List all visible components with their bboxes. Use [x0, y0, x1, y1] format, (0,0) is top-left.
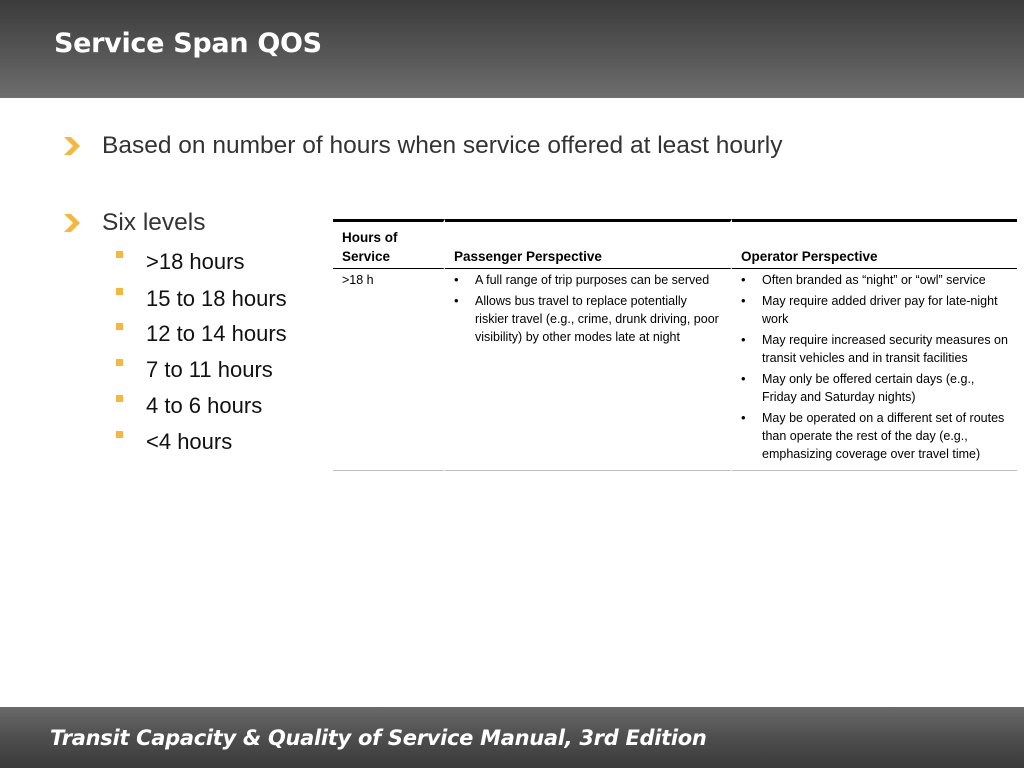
service-span-table	[333, 219, 1017, 471]
list-item: • May require added driver pay for late-night work	[741, 292, 1009, 328]
level-text: <4 hours	[146, 429, 233, 454]
slide-title: Service Span QOS	[54, 28, 322, 59]
slide-header	[0, 0, 1024, 98]
chevron-right-icon	[62, 135, 82, 157]
list-item: • A full range of trip purposes can be served	[454, 271, 722, 289]
level-item	[116, 249, 244, 275]
level-text: >18 hours	[146, 249, 245, 274]
slide-footer	[0, 707, 1024, 768]
square-bullet-icon	[116, 323, 123, 330]
bullet-basis	[62, 132, 783, 160]
list-item: • Often branded as “night” or “owl” service	[741, 271, 1009, 289]
level-text: 12 to 14 hours	[146, 321, 287, 346]
square-bullet-icon	[116, 251, 123, 258]
square-bullet-icon	[116, 431, 123, 438]
hours-cell: >18 h	[333, 269, 445, 471]
square-bullet-icon	[116, 395, 123, 402]
bullet-text: Based on number of hours when service offered at least hourly	[102, 132, 783, 159]
level-item	[116, 393, 262, 419]
bullet-text: Six levels	[102, 209, 206, 236]
level-item	[116, 321, 287, 347]
level-item	[116, 286, 287, 312]
table-header-row	[333, 219, 1017, 269]
square-bullet-icon	[116, 359, 123, 366]
bullet-six-levels	[62, 209, 205, 237]
footer-text: Transit Capacity & Quality of Service Manual, 3rd Edition	[50, 726, 707, 750]
level-text: 7 to 11 hours	[146, 357, 273, 382]
list-item: • Allows bus travel to replace potentially riskier travel (e.g., crime, drunk driving, poor visibility) by other modes late at night	[454, 292, 722, 346]
list-item: • May require increased security measures on transit vehicles and in transit facilities	[741, 331, 1009, 367]
column-header-passenger: Passenger Perspective	[445, 219, 732, 269]
column-header-operator: Operator Perspective	[732, 219, 1017, 269]
level-item	[116, 357, 273, 383]
list-item: • May be operated on a different set of routes than operate the rest of the day (e.g., emphasizing coverage over travel time)	[741, 409, 1009, 463]
list-item: • May only be offered certain days (e.g., Friday and Saturday nights)	[741, 370, 1009, 406]
chevron-right-icon	[62, 212, 82, 234]
operator-cell	[732, 269, 1017, 471]
square-bullet-icon	[116, 288, 123, 295]
level-text: 15 to 18 hours	[146, 286, 287, 311]
operator-list	[741, 271, 1009, 463]
passenger-list	[454, 271, 722, 346]
column-header-hours: Hours of Service	[333, 219, 445, 269]
table-row	[333, 269, 1017, 471]
level-item	[116, 429, 232, 455]
passenger-cell	[445, 269, 732, 471]
level-text: 4 to 6 hours	[146, 393, 263, 418]
